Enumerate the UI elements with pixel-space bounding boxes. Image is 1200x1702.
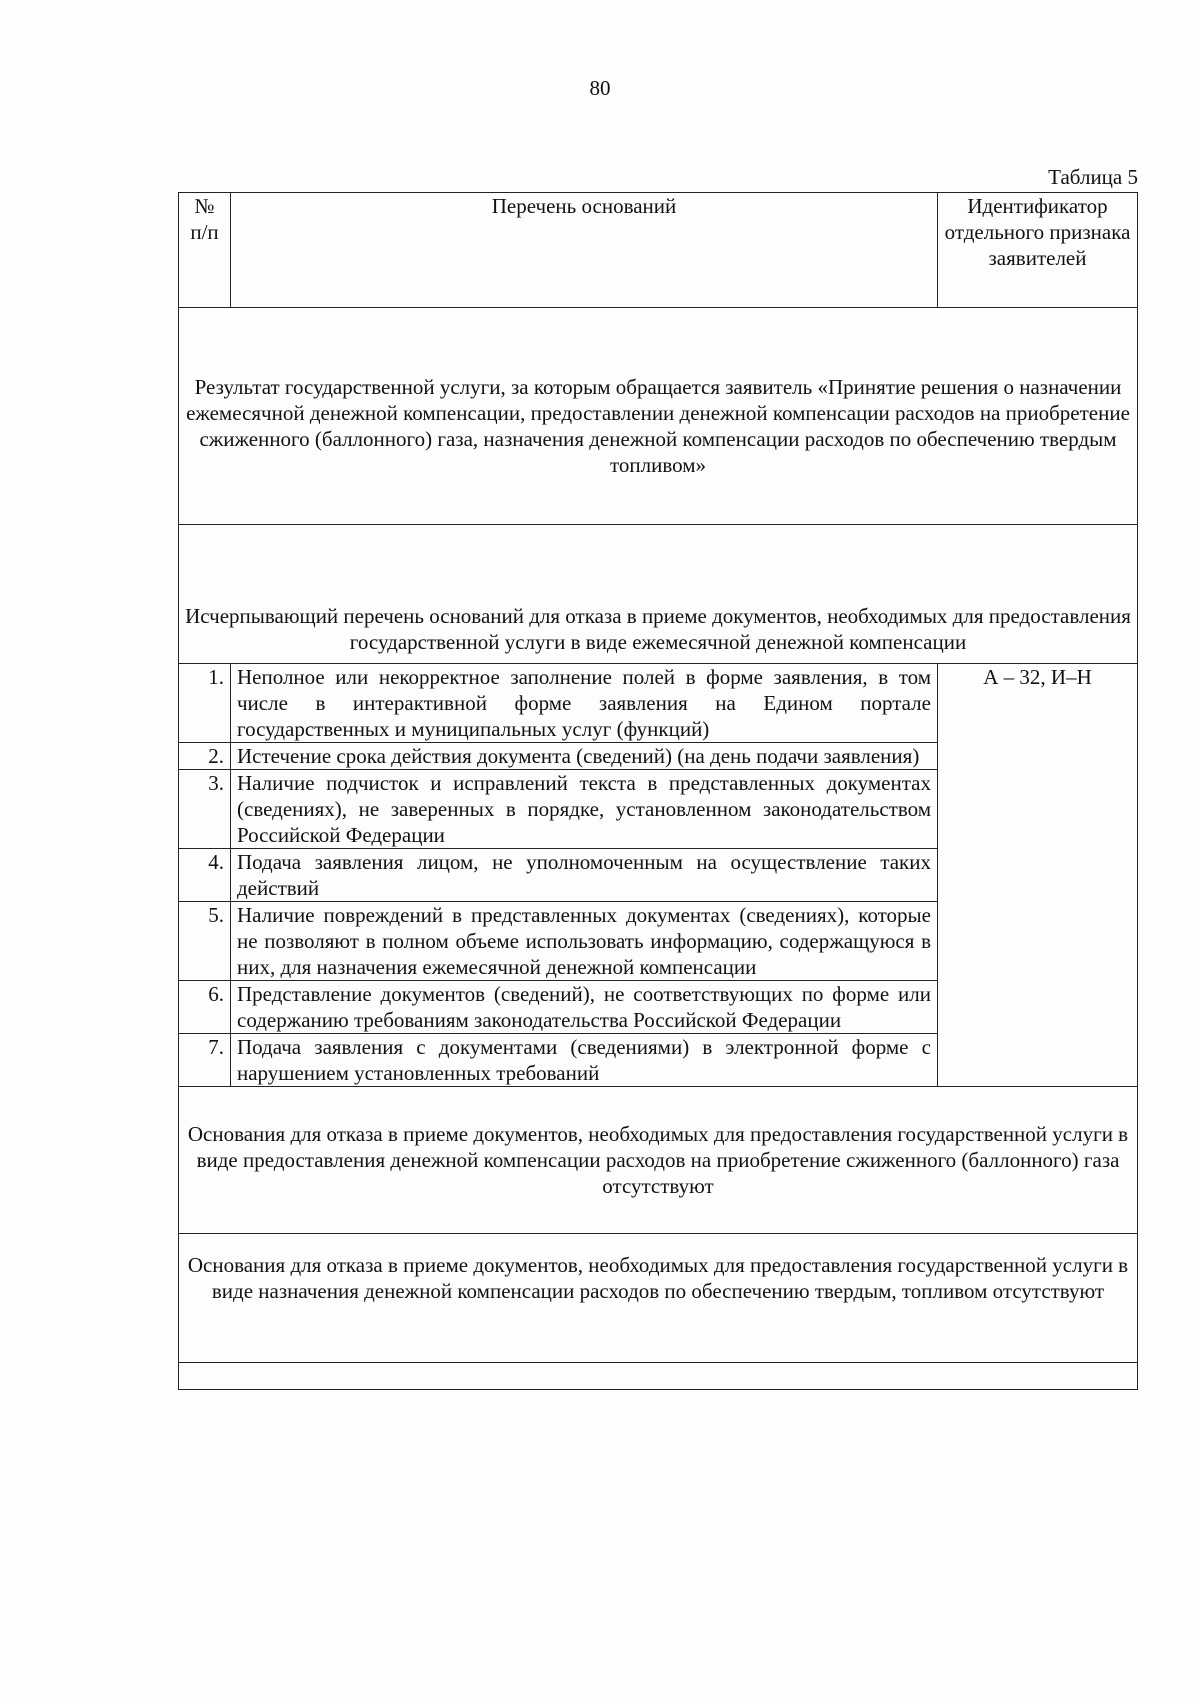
item-text: Представление документов (сведений), не соответствующих по форме или содержанию требованиям законодательства Российской Федерации (231, 981, 938, 1034)
item-text: Истечение срока действия документа (сведений) (на день подачи заявления) (231, 743, 938, 770)
section-fuel-text: Основания для отказа в приеме документов, необходимых для предоставления государственной услуги в виде назначения денежной компенсации расходов по обеспечению твердым, топливом отсутствуют (179, 1234, 1138, 1363)
header-num: № п/п (179, 193, 231, 308)
item-number: 4. (179, 849, 231, 902)
section-result-text: Результат государственной услуги, за которым обращается заявитель «Принятие решения о назначении ежемесячной денежной компенсации, предоставлении денежной компенсации расходов на приобретение сжиженного (баллонного) газа, назначения денежной компенсации расходов по обеспечению твердым топливом» (179, 308, 1138, 525)
section-gas-row (179, 1087, 1138, 1234)
section-result-row (179, 308, 1138, 525)
section-refusal-text: Исчерпывающий перечень оснований для отказа в приеме документов, необходимых для предоставления государственной услуги в виде ежемесячной денежной компенсации (179, 525, 1138, 664)
empty-row (179, 1363, 1138, 1390)
item-text: Наличие повреждений в представленных документах (сведениях), которые не позволяют в полном объеме использовать информацию, содержащуюся в них, для назначения ежемесячной денежной компенсации (231, 902, 938, 981)
item-number: 5. (179, 902, 231, 981)
section-gas-text: Основания для отказа в приеме документов, необходимых для предоставления государственной услуги в виде предоставления денежной компенсации расходов на приобретение сжиженного (баллонного) газа отсутствуют (179, 1087, 1138, 1234)
item-text: Наличие подчисток и исправлений текста в представленных документах (сведениях), не заверенных в порядке, установленном законодательством Российской Федерации (231, 770, 938, 849)
empty-cell (179, 1363, 1138, 1390)
page-number: 80 (589, 76, 611, 100)
header-identifier: Идентификатор отдельного признака заявителей (938, 193, 1138, 308)
item-number: 3. (179, 770, 231, 849)
item-number: 2. (179, 743, 231, 770)
header-reasons: Перечень оснований (231, 193, 938, 308)
item-text: Подача заявления с документами (сведениями) в электронной форме с нарушением установленных требований (231, 1034, 938, 1087)
section-refusal-row (179, 525, 1138, 664)
item-number: 1. (179, 664, 231, 743)
section-fuel-row (179, 1234, 1138, 1363)
identifier-value: А – 32, И–Н (938, 664, 1138, 1087)
table-header-row (179, 193, 1138, 308)
item-number: 6. (179, 981, 231, 1034)
item-number: 7. (179, 1034, 231, 1087)
item-text: Подача заявления лицом, не уполномоченным на осуществление таких действий (231, 849, 938, 902)
table-caption: Таблица 5 (1048, 165, 1138, 189)
item-text: Неполное или некорректное заполнение полей в форме заявления, в том числе в интерактивной форме заявления на Едином портале государственных и муниципальных услуг (функций) (231, 664, 938, 743)
table-row (179, 664, 1138, 743)
grounds-table (178, 192, 1138, 1390)
